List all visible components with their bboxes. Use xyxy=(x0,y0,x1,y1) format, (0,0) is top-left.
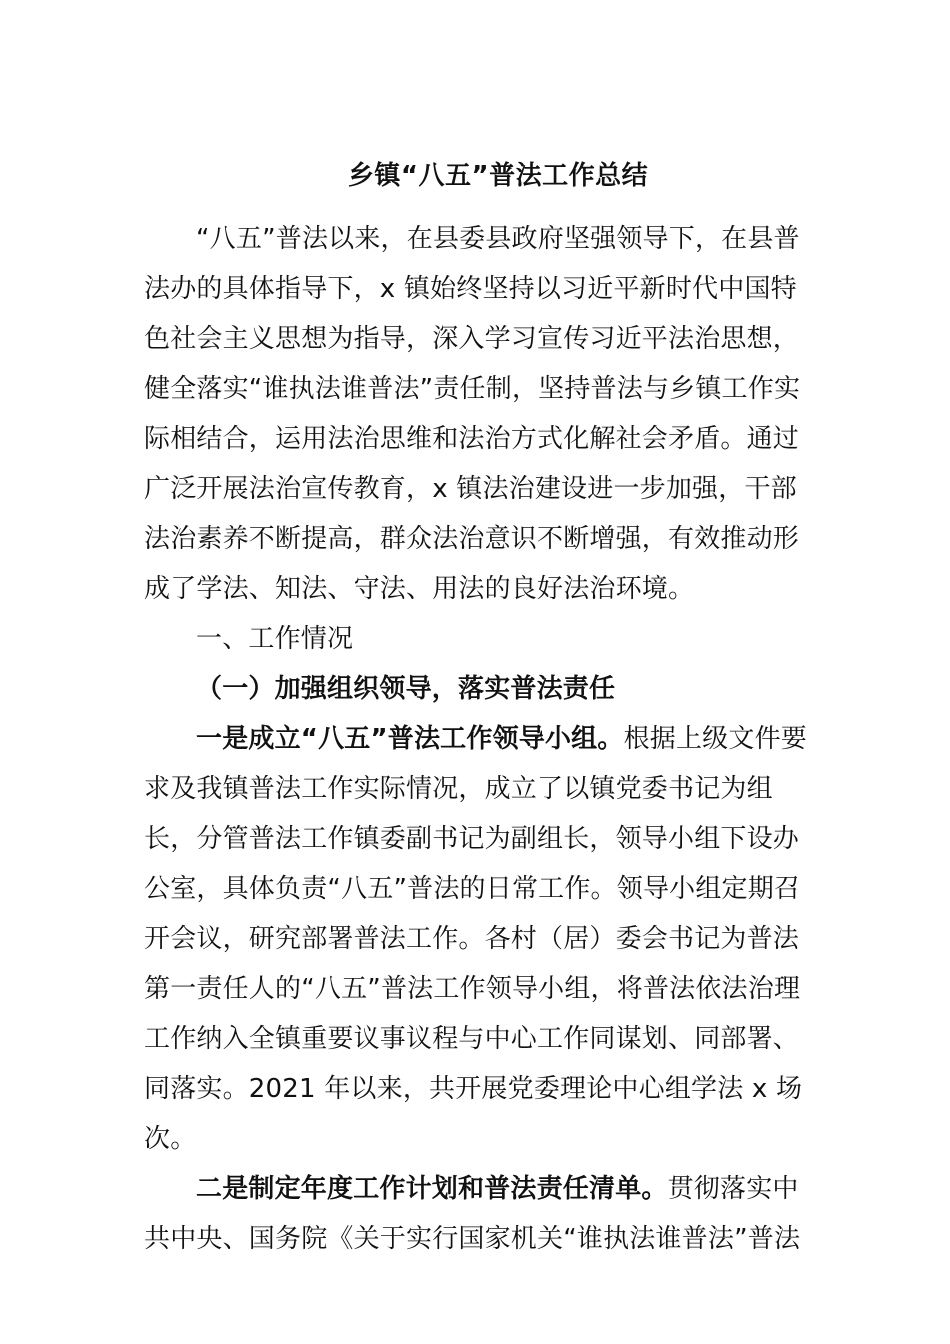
point-one-lead: 一是成立“八五”普法工作领导小组。 xyxy=(196,724,624,754)
point-two-paragraph xyxy=(144,1164,808,1264)
document-body xyxy=(144,214,808,1264)
section-heading: 一、工作情况 xyxy=(196,624,354,654)
point-one-paragraph xyxy=(144,714,808,1164)
point-one-text: 根据上级文件要求及我镇普法工作实际情况，成立了以镇党委书记为组长，分管普法工作镇委副书记为副组长，领导小组下设办公室，具体负责“八五”普法的日常工作。领导小组定期召开会议，研究部署普法工作。各村（居）委会书记为普法第一责任人的“八五”普法工作领导小组，将普法依法治理工作纳入全镇重要议事议程与中心工作同谋划、同部署、同落实。2021 年以来，共开展党委理论中心组学法 x 场次。 xyxy=(144,724,807,1154)
point-two-text: 贯彻落实中共中央、国务院《关于实行国家机关“谁执法谁普法”普法 xyxy=(144,1174,801,1254)
document-title: 乡镇“八五”普法工作总结 xyxy=(347,161,649,191)
intro-paragraph: “八五”普法以来，在县委县政府坚强领导下，在县普法办的具体指导下，x 镇始终坚持以习近平新时代中国特色社会主义思想为指导，深入学习宣传习近平法治思想，健全落实“谁执法谁普法”责任制，坚持普法与乡镇工作实际相结合，运用法治思维和法治方式化解社会矛盾。通过广泛开展法治宣传教育，x 镇法治建设进一步加强，干部法治素养不断提高，群众法治意识不断增强，有效推动形成了学法、知法、守法、用法的良好法治环境。 xyxy=(144,224,801,604)
subsection-heading: （一）加强组织领导，落实普法责任 xyxy=(196,674,616,704)
point-two-lead: 二是制定年度工作计划和普法责任清单。 xyxy=(196,1174,668,1204)
